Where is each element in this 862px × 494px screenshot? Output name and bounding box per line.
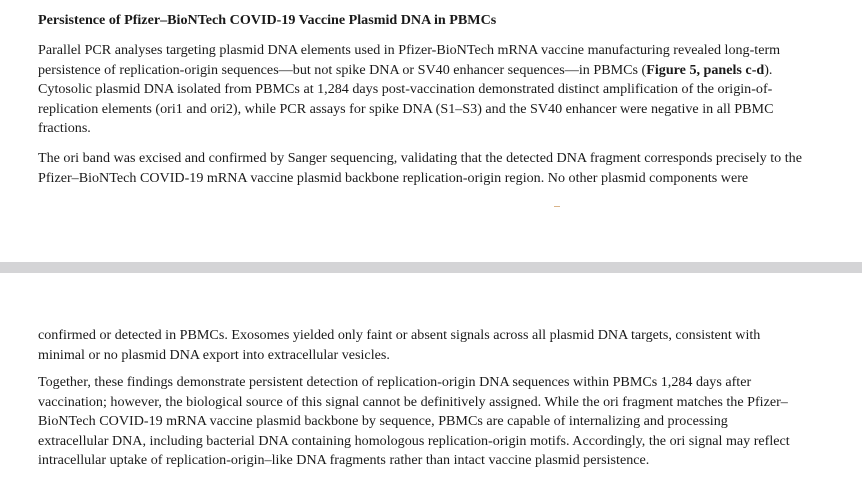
text-line xyxy=(38,61,838,81)
text-line: Pfizer–BioNTech COVID-19 mRNA vaccine plasmid backbone replication-origin region. No other plasmid components were xyxy=(38,169,749,186)
text-line: Cytosolic plasmid DNA isolated from PBMCs at 1,284 days post-vaccination demonstrated distinct amplification of the origin-of- xyxy=(38,81,773,97)
stray-mark xyxy=(554,206,560,207)
text-line: Parallel PCR analyses targeting plasmid DNA elements used in Pfizer-BioNTech mRNA vaccine manufacturing revealed long-term xyxy=(38,42,781,58)
text-line: BioNTech COVID-19 mRNA vaccine plasmid backbone by sequence, PBMCs are capable of internalizing and processing xyxy=(38,413,728,429)
text-line: The ori band was excised and confirmed by Sanger sequencing, validating that the detected DNA fragment corresponds precisely to the xyxy=(38,150,802,166)
text-line: intracellular uptake of replication-origin–like DNA fragments rather than intact vaccine plasmid persistence. xyxy=(38,452,650,468)
text-run: ). xyxy=(764,61,773,78)
paragraph-sanger-sequencing xyxy=(38,149,838,188)
text-line: replication elements (ori1 and ori2), while PCR assays for spike DNA (S1–S3) and the SV40 enhancer were negative in all PBMC xyxy=(38,100,774,117)
paragraph-continuation xyxy=(38,326,838,365)
section-heading: Persistence of Pfizer–BioNTech COVID-19 Vaccine Plasmid DNA in PBMCs xyxy=(38,12,497,28)
text-run: persistence of replication-origin sequences—but not spike DNA or SV40 enhancer sequences—in PBMCs ( xyxy=(38,61,647,78)
document-page-bottom xyxy=(0,273,862,494)
page-separator xyxy=(0,262,862,273)
paragraph-conclusion xyxy=(38,373,838,471)
text-line: Together, these findings demonstrate persistent detection of replication-origin DNA sequences within PBMCs 1,284 days after xyxy=(38,374,752,390)
text-line: vaccination; however, the biological source of this signal cannot be definitively assigned. While the ori fragment matches the Pfizer– xyxy=(38,393,788,410)
text-line: extracellular DNA, including bacterial DNA containing homologous replication-origin motifs. Accordingly, the ori signal may reflect xyxy=(38,432,790,449)
text-line: fractions. xyxy=(38,120,91,136)
figure-reference: Figure 5, panels c-d xyxy=(646,61,765,78)
paragraph-pcr-analyses xyxy=(38,41,838,139)
text-line: confirmed or detected in PBMCs. Exosomes yielded only faint or absent signals across all plasmid DNA targets, consistent with xyxy=(38,327,761,343)
text-line: minimal or no plasmid DNA export into extracellular vesicles. xyxy=(38,346,390,363)
